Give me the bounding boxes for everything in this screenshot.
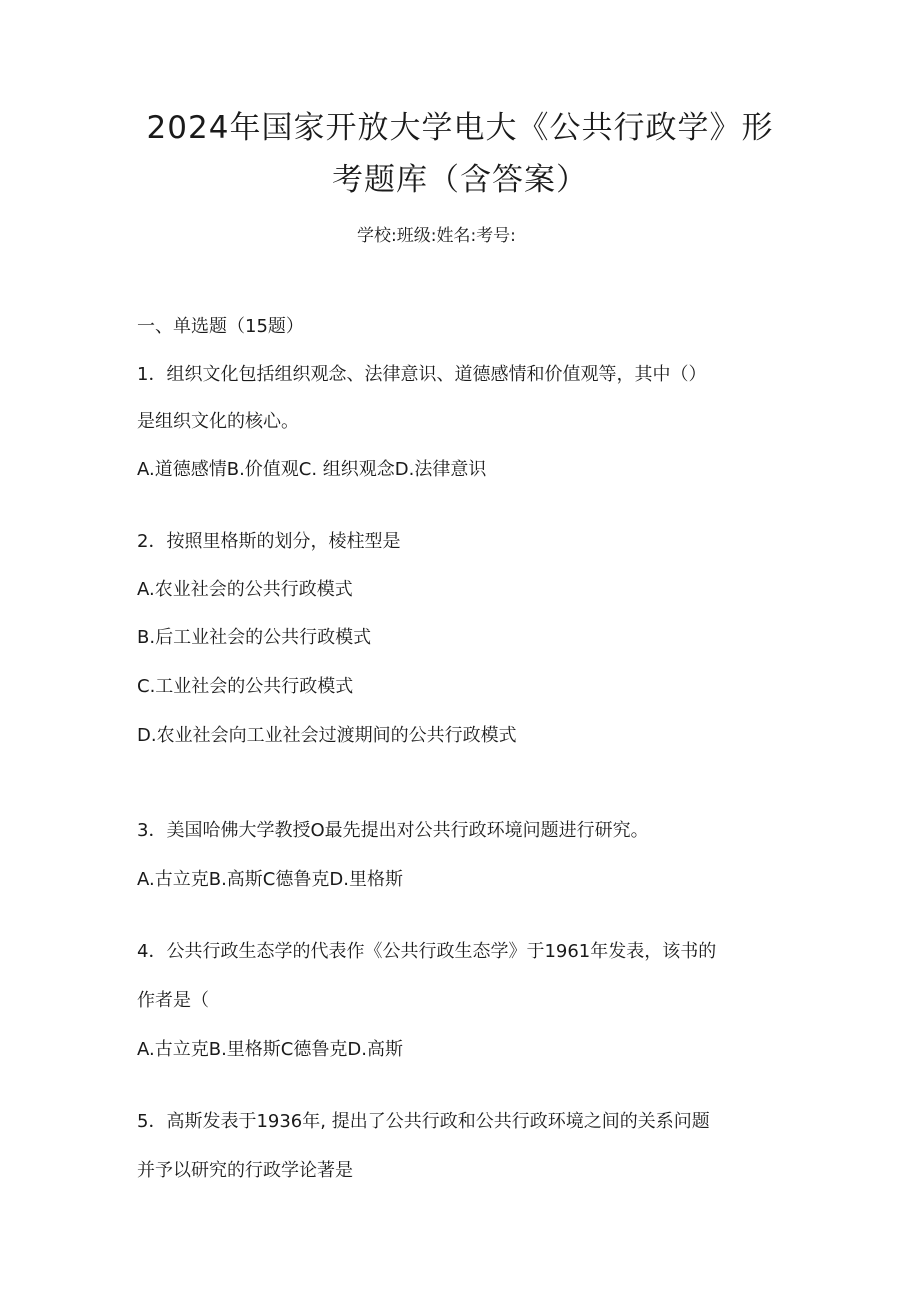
document-title-line-1: 2024年国家开放大学电大《公共行政学》形: [146, 110, 774, 146]
question-3-options: A.古立克B.高斯C德鲁克D.里格斯: [137, 869, 403, 890]
question-2-stem: 2．按照里格斯的划分，棱柱型是: [137, 531, 401, 552]
question-4-stem-line-1: 4．公共行政生态学的代表作《公共行政生态学》于1961年发表，该书的: [137, 941, 717, 962]
question-4-options: A.古立克B.里格斯C德鲁克D.高斯: [137, 1039, 403, 1060]
question-5-stem-line-2: 并予以研究的行政学论著是: [137, 1160, 353, 1181]
question-2-option-c: C.工业社会的公共行政模式: [137, 676, 354, 697]
question-2-option-a: A.农业社会的公共行政模式: [137, 579, 353, 600]
question-4-stem-line-2: 作者是（: [137, 990, 209, 1011]
question-1-options: A.道德感情B.价值观C. 组织观念D.法律意识: [137, 459, 487, 480]
student-info-line: 学校:班级:姓名:考号:: [357, 226, 516, 246]
question-2-option-d: D.农业社会向工业社会过渡期间的公共行政模式: [137, 725, 517, 746]
section-heading: 一、单选题（15题）: [137, 316, 304, 337]
question-3-stem: 3．美国哈佛大学教授O最先提出对公共行政环境问题进行研究。: [137, 820, 649, 841]
question-1-stem-line-2: 是组织文化的核心。: [137, 411, 299, 432]
document-title-line-2: 考题库（含答案）: [332, 162, 588, 198]
question-1-stem-line-1: 1．组织文化包括组织观念、法律意识、道德感情和价值观等，其中（）: [137, 364, 707, 385]
question-2-option-b: B.后工业社会的公共行政模式: [137, 627, 372, 648]
question-5-stem-line-1: 5．高斯发表于1936年, 提出了公共行政和公共行政环境之间的关系问题: [137, 1111, 710, 1132]
